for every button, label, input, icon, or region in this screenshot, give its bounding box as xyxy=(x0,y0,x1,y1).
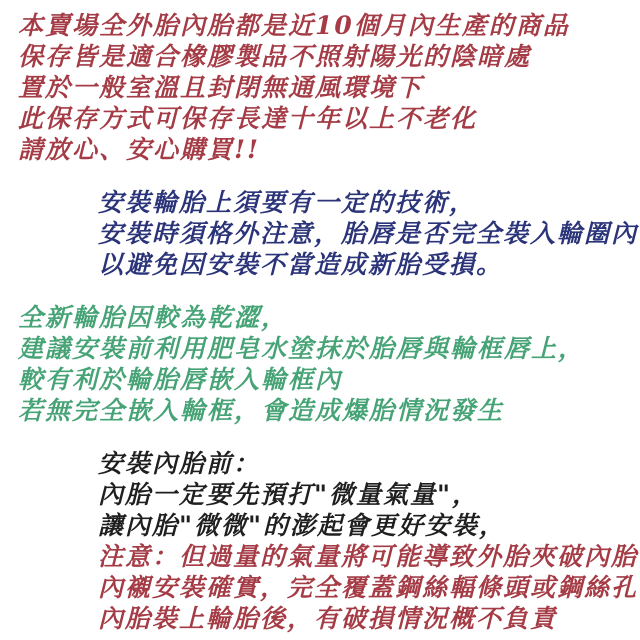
text-line: 安裝時須格外注意，胎唇是否完全裝入輪圈內 xyxy=(98,219,639,248)
section-tire-install-technique xyxy=(18,187,640,280)
text-line: 若無完全嵌入輪框，會造成爆胎情況發生 xyxy=(18,396,505,425)
text-line: 置於一般室溫且封閉無通風環境下 xyxy=(18,73,424,102)
section-storage-info xyxy=(18,10,640,165)
section-inner-tube-install xyxy=(18,448,640,541)
text-line: 安裝輪胎上須要有一定的技術， xyxy=(98,188,477,217)
text-line: 內胎裝上輪胎後，有破損情況概不負責 xyxy=(98,604,558,633)
text-line: 較有利於輪胎唇嵌入輪框內 xyxy=(18,365,343,394)
text-line: 保存皆是適合橡膠製品不照射陽光的陰暗處 xyxy=(18,42,532,71)
text-line: 安裝內胎前： xyxy=(98,449,261,478)
text-line: 以避免因安裝不當造成新胎受損。 xyxy=(98,250,504,279)
text-line: 本賣場全外胎內胎都是近10個月內生產的商品 xyxy=(18,11,570,40)
text-line: 請放心、安心購買!! xyxy=(18,135,260,164)
text-line: 注意：但過量的氣量將可能導致外胎夾破內胎 xyxy=(98,542,639,571)
text-line: 讓內胎"微微"的澎起會更好安裝， xyxy=(98,511,507,540)
section-soap-water-tip xyxy=(18,302,640,426)
text-line: 此保存方式可保存長達十年以上不老化 xyxy=(18,104,478,133)
section-inner-tube-warning xyxy=(18,541,640,634)
text-line: 建議安裝前利用肥皂水塗抹於胎唇與輪框唇上， xyxy=(18,334,586,363)
text-line: 內胎一定要先預打"微量氣量"， xyxy=(98,480,480,509)
text-line: 內襯安裝確實，完全覆蓋鋼絲輻條頭或鋼絲孔 xyxy=(98,573,639,602)
text-line: 全新輪胎因較為乾澀， xyxy=(18,303,289,332)
